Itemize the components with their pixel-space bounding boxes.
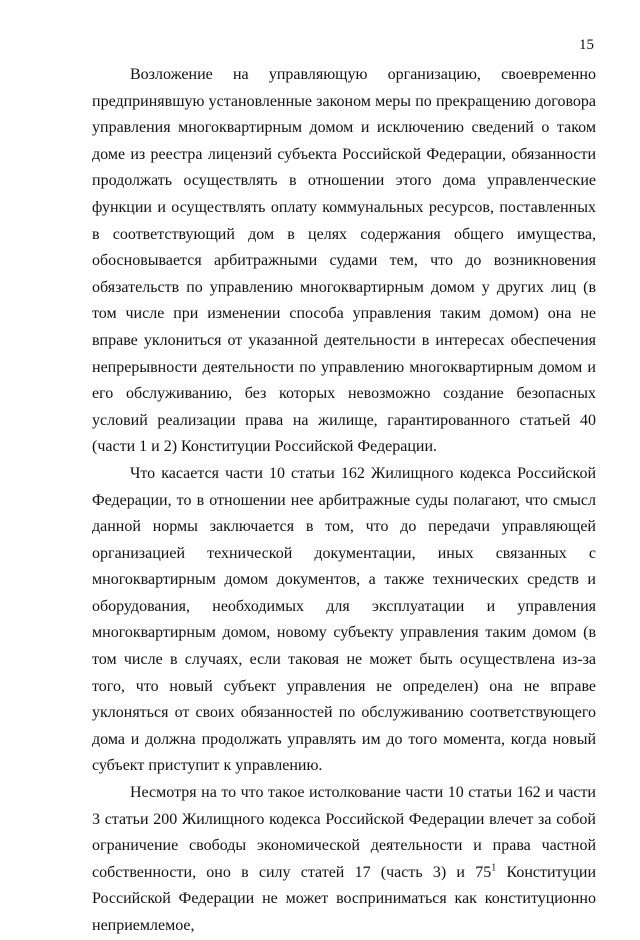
superscript-article-index: 1 bbox=[491, 862, 497, 874]
paragraph-1: Возложение на управляющую организацию, своевременно предпринявшую установленные законом меры по прекращению договора управления многоквартирным домом и исключению сведений о таком доме из реестра лицензий субъекта Российской Федерации, обязанности продолжать осуществлять в отношении этого дома управленческие функции и осуществлять оплату коммунальных ресурсов, поставленных в соответствующий дом в целях содержания общего имущества, обосновывается арбитражными судами тем, что до возникновения обязательств по управлению многоквартирным домом у других лиц (в том числе при изменении способа управления таким домом) она не вправе уклониться от указанной деятельности в интересах обеспечения непрерывности деятельности по управлению многоквартирным домом и его обслуживанию, без которых невозможно создание безопасных условий реализации права на жилище, гарантированного статьей 40 (части 1 и 2) Конституции Российской Федерации. bbox=[92, 66, 596, 456]
paragraph-3-text-end: Конституции Российской Федерации не может восприниматься как конституционно неприемлемое, bbox=[92, 863, 597, 934]
paragraph-3 bbox=[92, 780, 596, 940]
page-number: 15 bbox=[579, 37, 594, 53]
paragraph-3-text-start: Несмотря на то что такое истолкование части 10 статьи 162 и части 3 статьи 200 Жилищного кодекса Российской Федерации влечет за собой ограничение свободы экономической деятельности и права частной собственности, оно в силу статей 17 (часть 3) и 75 bbox=[92, 784, 596, 881]
paragraph-2: Что касается части 10 статьи 162 Жилищного кодекса Российской Федерации, то в отношении нее арбитражные суды полагают, что смысл данной нормы заключается в том, что до передачи управляющей организацией технической документации, иных связанных с многоквартирным домом документов, а также технических средств и оборудования, необходимых для эксплуатации и управления многоквартирным домом, новому субъекту управления таким домом (в том числе в случаях, если таковая не может быть осуществлена из-за того, что новый субъект управления не определен) она не вправе уклоняться от своих обязанностей по обслуживанию соответствующего дома и должна продолжать управлять им до того момента, когда новый субъект приступит к управлению. bbox=[92, 464, 596, 775]
document-body bbox=[92, 62, 596, 940]
